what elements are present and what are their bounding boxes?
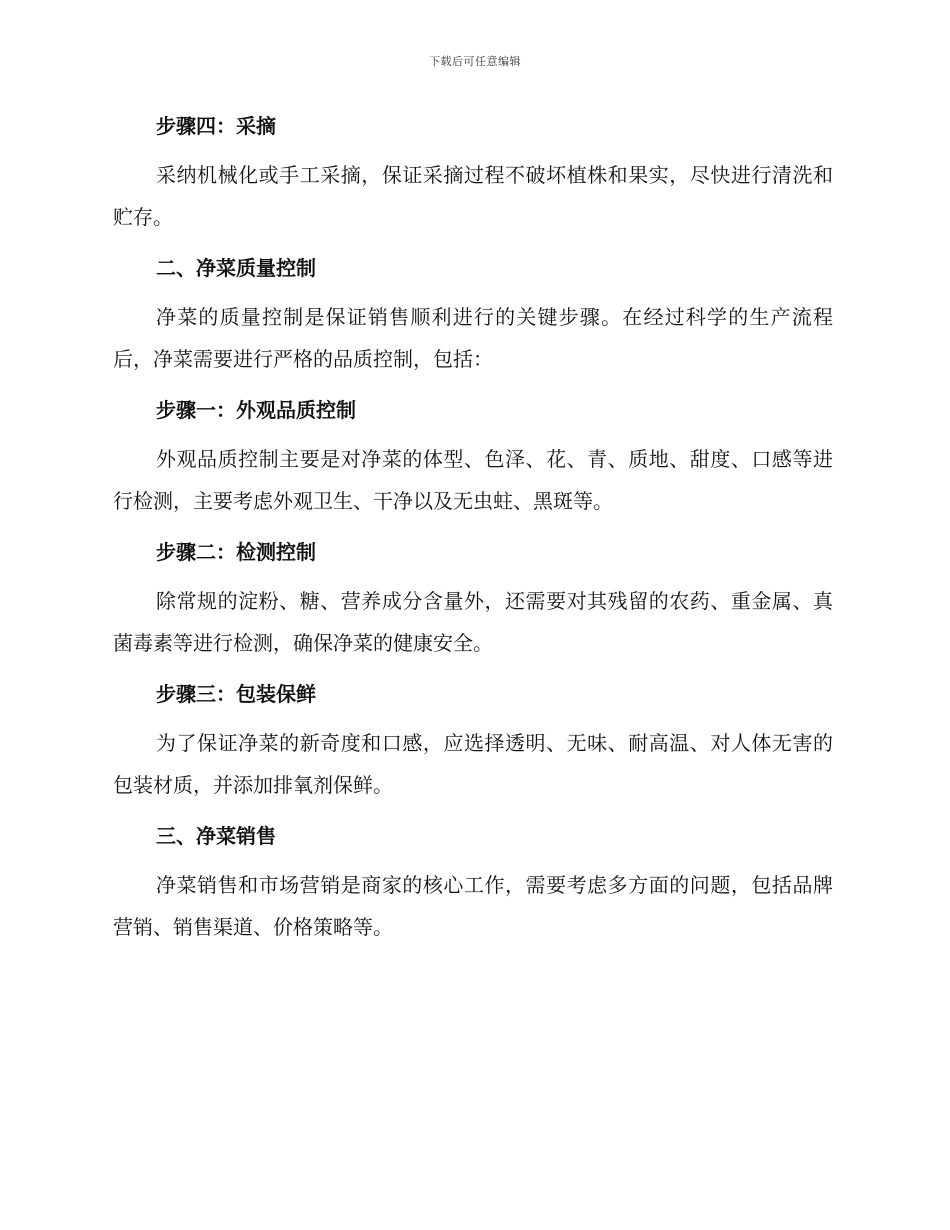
section-heading: 步骤二：检测控制 bbox=[156, 540, 316, 564]
paragraph: 采纳机械化或手工采摘，保证采摘过程不破坏植株和果实，尽快进行清洗和贮存。 bbox=[113, 163, 833, 229]
section-heading: 步骤一：外观品质控制 bbox=[156, 398, 356, 422]
section-heading: 步骤三：包装保鲜 bbox=[156, 682, 316, 706]
paragraph: 除常规的淀粉、糖、营养成分含量外，还需要对其残留的农药、重金属、真菌毒素等进行检测，确保净菜的健康安全。 bbox=[113, 589, 833, 655]
header-note: 下载后可任意编辑 bbox=[429, 55, 521, 68]
paragraph: 净菜的质量控制是保证销售顺利进行的关键步骤。在经过科学的生产流程后，净菜需要进行严格的品质控制，包括： bbox=[113, 305, 833, 371]
section-heading: 步骤四：采摘 bbox=[156, 114, 276, 138]
paragraph: 为了保证净菜的新奇度和口感，应选择透明、无味、耐高温、对人体无害的包装材质，并添加排氧剂保鲜。 bbox=[113, 731, 833, 797]
paragraph: 净菜销售和市场营销是商家的核心工作，需要考虑多方面的问题，包括品牌营销、销售渠道、价格策略等。 bbox=[113, 873, 833, 939]
section-heading: 三、净菜销售 bbox=[156, 824, 276, 848]
paragraph: 外观品质控制主要是对净菜的体型、色泽、花、青、质地、甜度、口感等进行检测，主要考虑外观卫生、干净以及无虫蛀、黑斑等。 bbox=[113, 447, 833, 513]
section-heading: 二、净菜质量控制 bbox=[156, 256, 316, 280]
document-body bbox=[113, 110, 833, 948]
